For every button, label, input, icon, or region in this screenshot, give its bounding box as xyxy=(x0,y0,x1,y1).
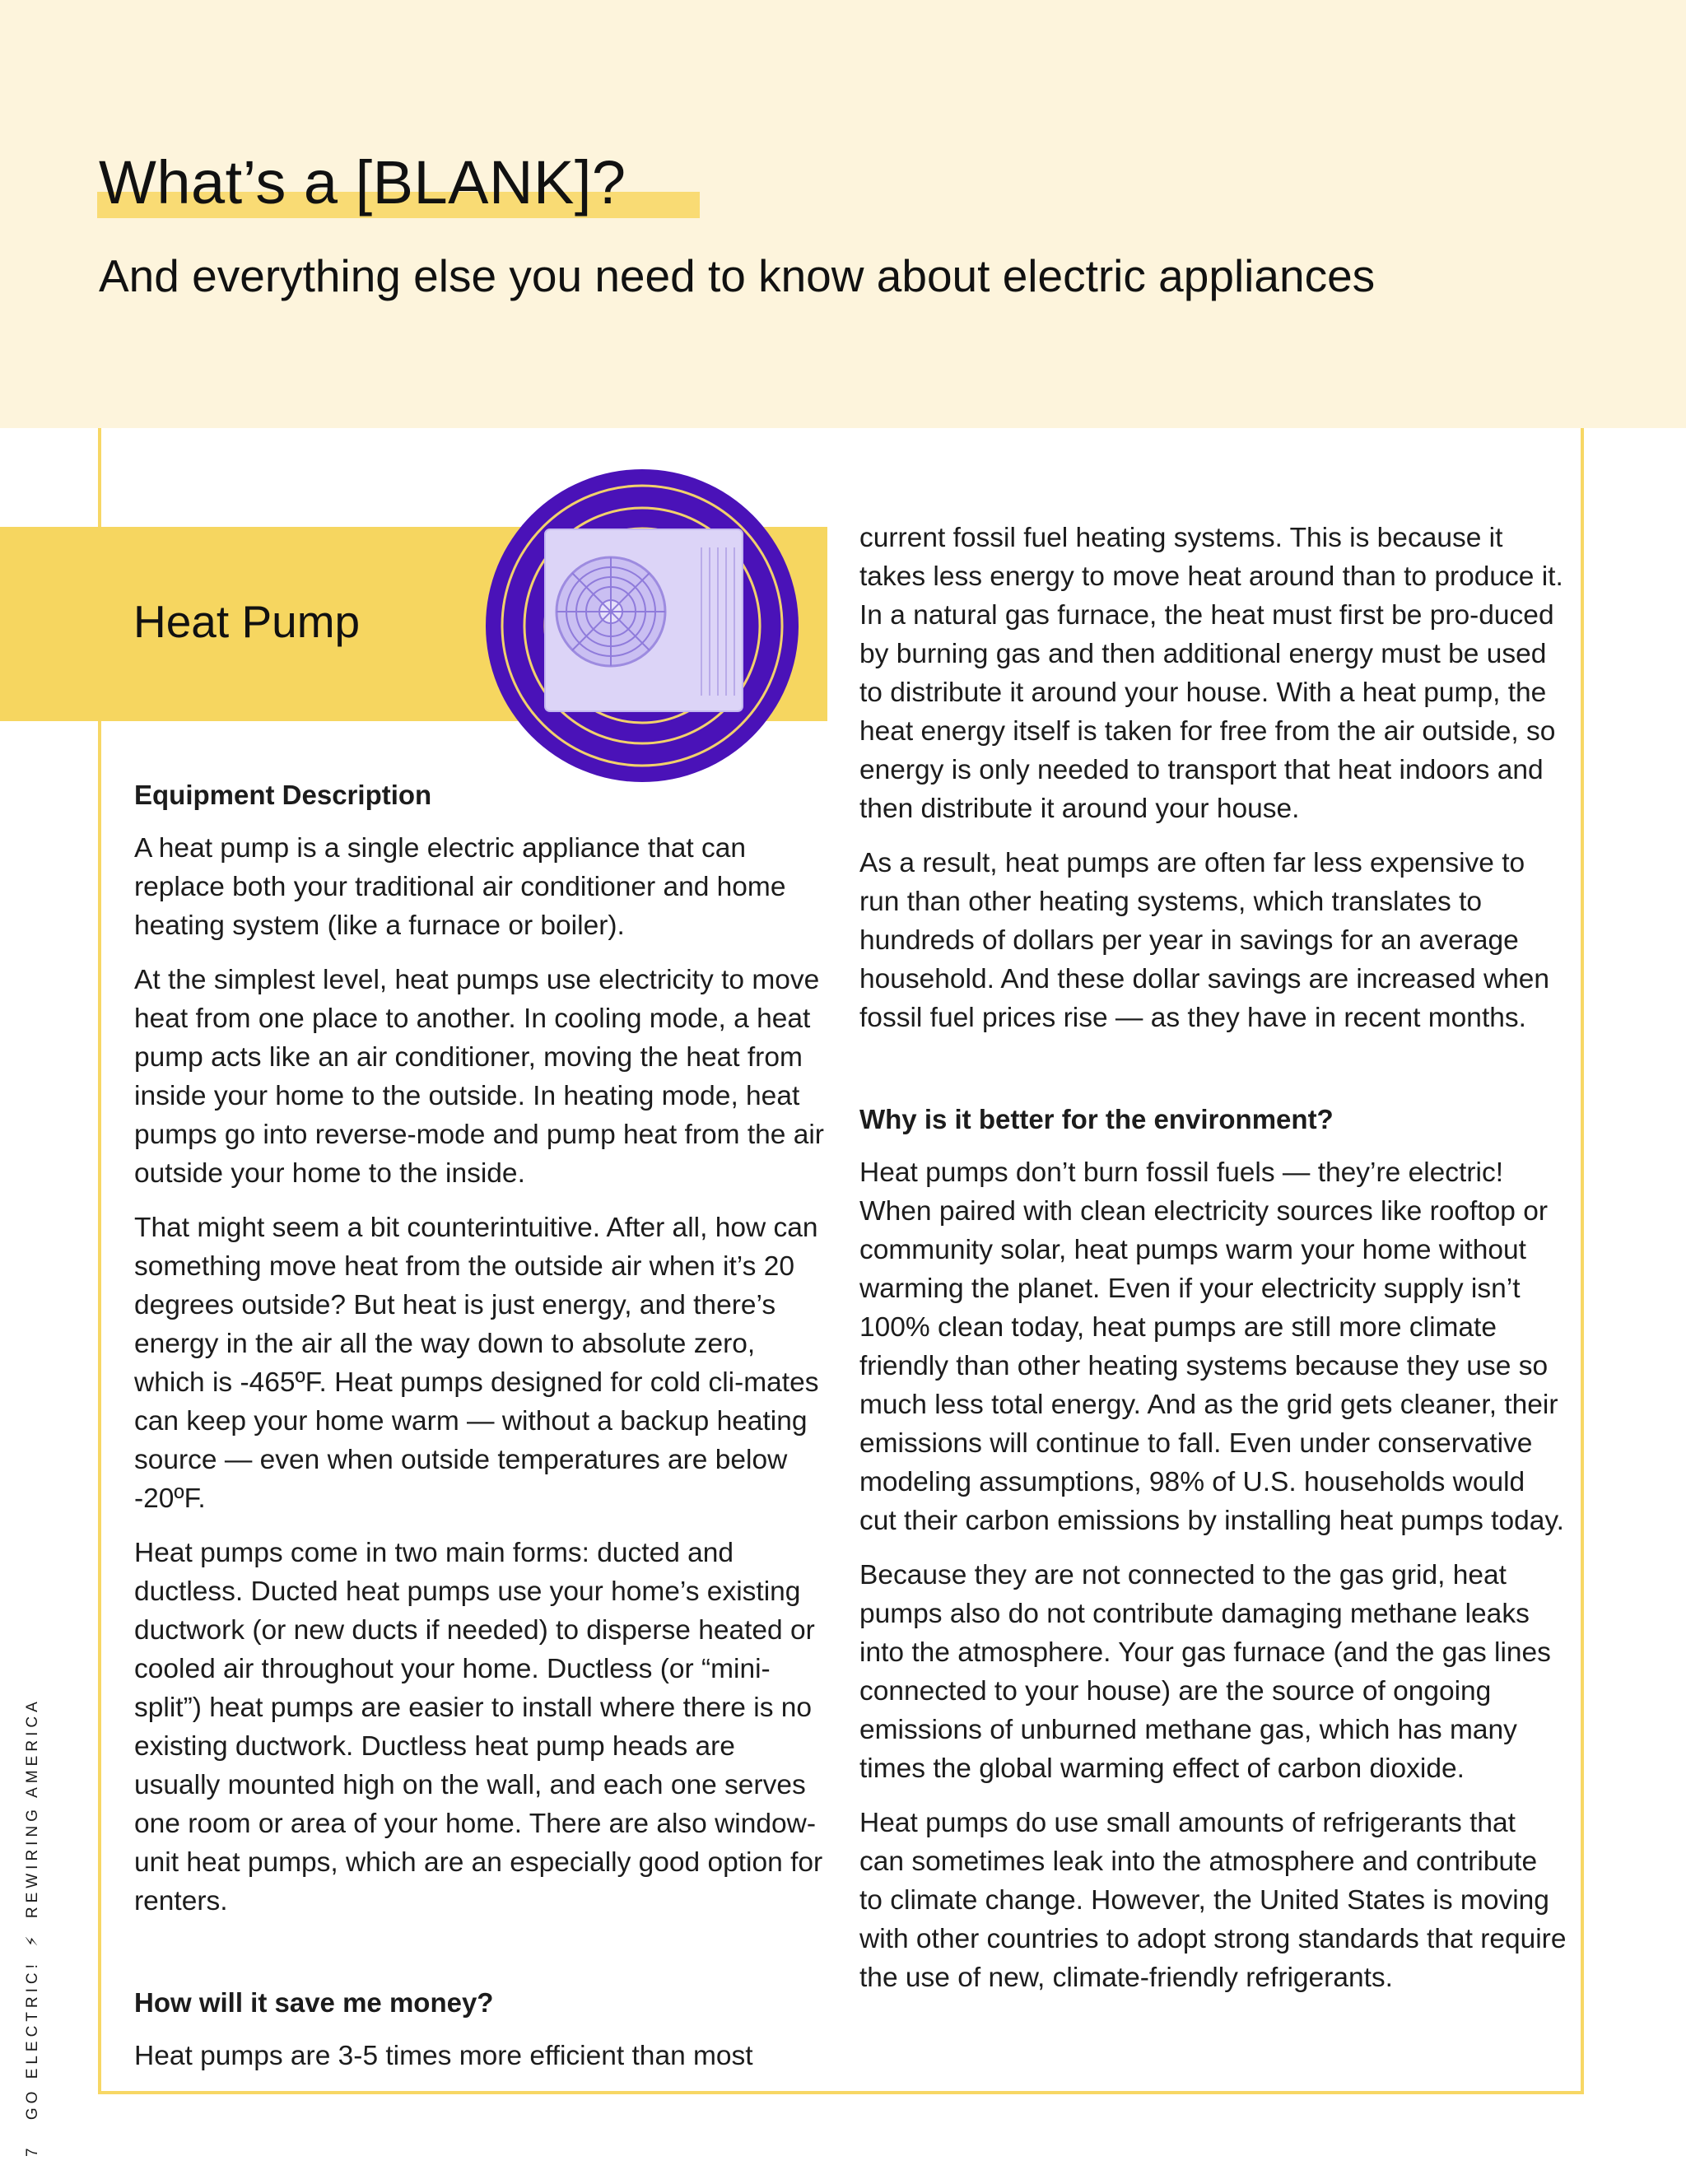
page-subtitle: And everything else you need to know about electric appliances xyxy=(99,250,1376,301)
left-column xyxy=(134,775,826,2091)
brand-go-electric: GO ELECTRIC! xyxy=(24,1960,41,2121)
paragraph: That might seem a bit counterintuitive. After all, how can something move heat from the outside air when it’s 20 degrees outside? But heat is just energy, and there’s energy in the air all the way down to absolute zero, which is -465ºF. Heat pumps designed for cold cli-mates can keep your home warm — without a backup heating source — even when outside temperatures are below -20ºF. xyxy=(134,1213,819,1514)
paragraph: Because they are not connected to the gas grid, heat pumps also do not contribute damaging methane leaks into the atmosphere. Your gas furnace (and the gas lines connected to your house) are the source of ongoing emissions of unburned methane gas, which has many times the global warming effect of carbon dioxide. xyxy=(859,1560,1551,1784)
heat-pump-unit-icon xyxy=(545,529,743,711)
paragraph: At the simplest level, heat pumps use electricity to move heat from one place to another. In cooling mode, a heat pump acts like an air conditioner, moving the heat from inside your home to the outside. In heating mode, heat pumps go into reverse-mode and pump heat from the air outside your home to the inside. xyxy=(134,965,824,1189)
paragraph: Heat pumps don’t burn fossil fuels — they’re electric! When paired with clean electricity sources like rooftop or community solar, heat pumps warm your home without warming the planet. Even if your electricity supply isn’t 100% clean today, heat pumps are still more climate friendly than other heating systems because they use so much less total energy. And as the grid gets cleaner, their emissions will continue to fall. Even under conservative modeling assumptions, 98% of U.S. households would cut their carbon emissions by installing heat pumps today. xyxy=(859,1157,1564,1536)
heading-equipment-description: Equipment Description xyxy=(134,780,432,810)
heading-save-money: How will it save me money? xyxy=(134,1987,494,2018)
brand-rewiring-america: REWIRING AMERICA xyxy=(24,1697,41,1919)
lightning-bolt-icon: ⚡ xyxy=(24,1931,41,1947)
paragraph: Heat pumps do use small amounts of refrigerants that can sometimes leak into the atmosphere and contribute to climate change. However, the United States is moving with other countries to adopt strong standards that require the use of new, climate-friendly refrigerants. xyxy=(859,1808,1567,1993)
page-footer-label xyxy=(23,1697,42,2157)
fan-grille-icon xyxy=(557,557,665,666)
paragraph: Heat pumps are 3-5 times more efficient than most xyxy=(134,2041,753,2071)
section-title: Heat Pump xyxy=(133,596,361,647)
page-title: What’s a [BLANK]? xyxy=(99,148,626,217)
paragraph: As a result, heat pumps are often far less expensive to run than other heating systems, which translates to hundreds of dollars per year in savings for an average household. And these dollar savings are increased when fossil fuel prices rise — as they have in recent months. xyxy=(859,848,1550,1033)
right-column xyxy=(859,519,1567,2013)
heat-pump-illustration xyxy=(486,469,799,782)
heading-environment: Why is it better for the environment? xyxy=(859,1104,1334,1134)
paragraph: Heat pumps come in two main forms: ducted and ductless. Ducted heat pumps use your home’s existing ductwork (or new ducts if needed) to disperse heated or cooled air throughout your home. Ductless (or “mini-split”) heat pumps are easier to install where there is no existing ductwork. Ductless heat pump heads are usually mounted high on the wall, and each one serves one room or area of your home. There are also window-unit heat pumps, which are an especially good option for renters. xyxy=(134,1538,823,1916)
paragraph: current fossil fuel heating systems. This is because it takes less energy to move heat around than to produce it. In a natural gas furnace, the heat must first be pro-duced by burning gas and then additional energy must be used to distribute it around your house. With a heat pump, the heat energy itself is taken for free from the air outside, so energy is only needed to transport that heat indoors and then distribute it around your house. xyxy=(859,523,1563,824)
page-number: 7 xyxy=(24,2146,41,2157)
paragraph: A heat pump is a single electric appliance that can replace both your traditional air conditioner and home heating system (like a furnace or boiler). xyxy=(134,833,786,941)
